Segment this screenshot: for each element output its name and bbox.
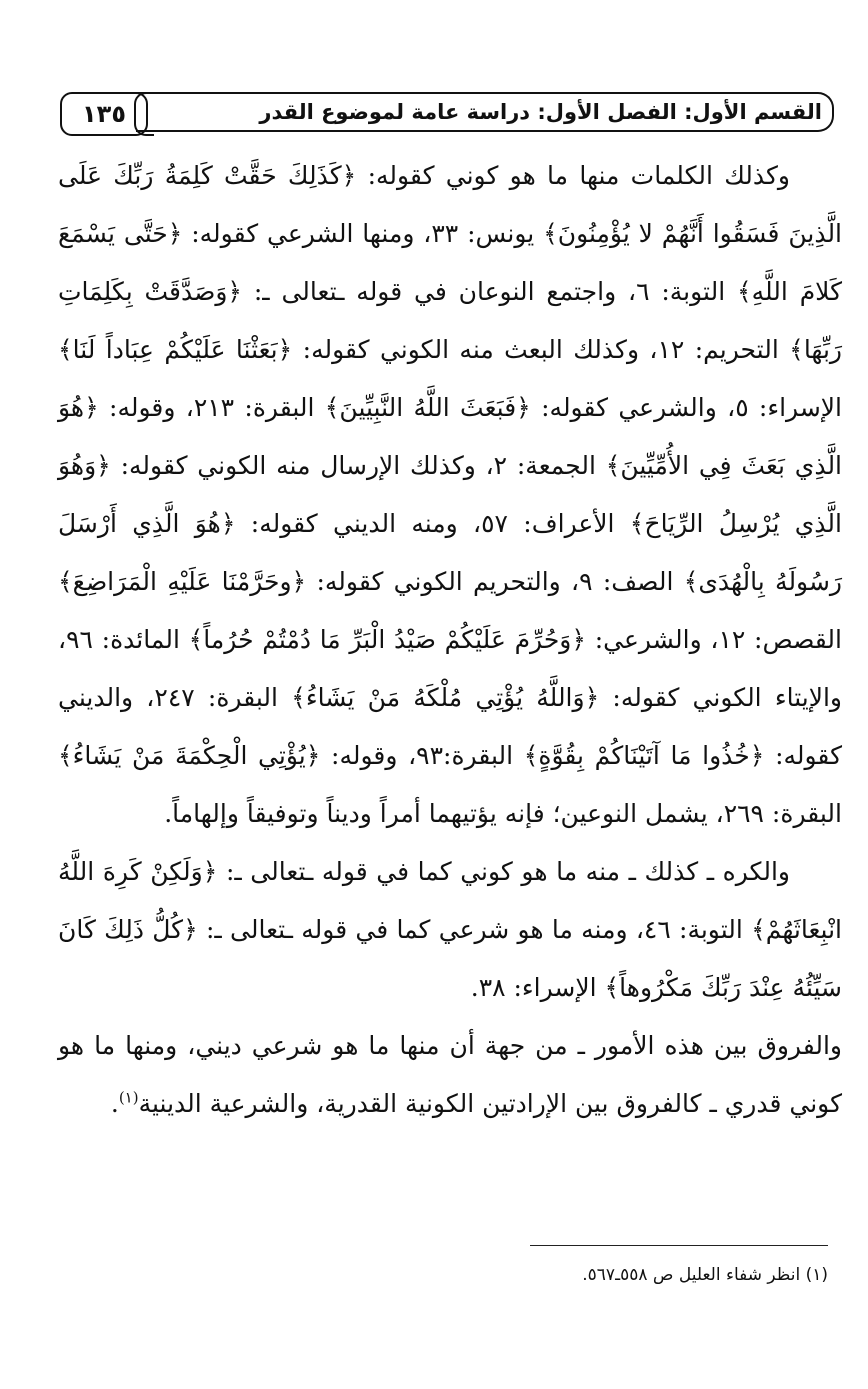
page-number: ١٣٥ — [60, 92, 148, 136]
paragraph-dislike: والكره ـ كذلك ـ منه ما هو كوني كما في قوله ـتعالى ـ: ﴿وَلَكِنْ كَرِهَ اللَّهُ انْبِعَاثَهُمْ﴾ التوبة: ٤٦، ومنه ما هو شرعي كما في قوله ـتعالى ـ: ﴿كُلُّ ذَلِكَ كَانَ سَيِّئُهُ عِنْدَ رَبِّكَ مَكْرُوهاً﴾ الإسراء: ٣٨. — [58, 857, 842, 1002]
footnote: (١) انظر شفاء العليل ص ٥٥٨ـ٥٦٧. — [582, 1265, 828, 1285]
running-title: القسم الأول: الفصل الأول: دراسة عامة لموضوع القدر — [136, 92, 834, 132]
running-header — [60, 92, 838, 138]
footnote-divider — [530, 1245, 828, 1246]
paragraph-words: وكذلك الكلمات منها ما هو كوني كقوله: ﴿كَذَلِكَ حَقَّتْ كَلِمَةُ رَبِّكَ عَلَى الَّذِينَ فَسَقُوا أَنَّهُمْ لا يُؤْمِنُونَ﴾ يونس: ٣٣، ومنها الشرعي كقوله: ﴿حَتَّى يَسْمَعَ كَلامَ اللَّهِ﴾ التوبة: ٦، واجتمع النوعان في قوله ـتعالى ـ: ﴿وَصَدَّقَتْ بِكَلِمَاتِ رَبِّهَا﴾ التحريم: ١٢، وكذلك البعث منه الكوني كقوله: ﴿بَعَثْنَا عَلَيْكُمْ عِبَاداً لَنَا﴾ الإسراء: ٥، والشرعي كقوله: ﴿فَبَعَثَ اللَّهُ النَّبِيِّينَ﴾ البقرة: ٢١٣، وقوله: ﴿هُوَ الَّذِي بَعَثَ فِي الأُمِّيِّينَ﴾ الجمعة: ٢، وكذلك الإرسال منه الكوني كقوله: ﴿وَهُوَ الَّذِي يُرْسِلُ الرِّيَاحَ﴾ الأعراف: ٥٧، ومنه الديني كقوله: ﴿هُوَ الَّذِي أَرْسَلَ رَسُولَهُ بِالْهُدَى﴾ الصف: ٩، والتحريم الكوني كقوله: ﴿وحَرَّمْنَا عَلَيْهِ الْمَرَاضِعَ﴾ القصص: ١٢، والشرعي: ﴿وَحُرِّمَ عَلَيْكُمْ صَيْدُ الْبَرِّ مَا دُمْتُمْ حُرُماً﴾ المائدة: ٩٦، والإيتاء الكوني كقوله: ﴿وَاللَّهُ يُؤْتِي مُلْكَهُ مَنْ يَشَاءُ﴾ البقرة: ٢٤٧، والديني كقوله: ﴿خُذُوا مَا آتَيْنَاكُمْ بِقُوَّةٍ﴾ البقرة:٩٣، وقوله: ﴿يُؤْتِي الْحِكْمَةَ مَنْ يَشَاءُ﴾ البقرة: ٢٦٩، يشمل النوعين؛ فإنه يؤتيهما أمراً وديناً وتوفيقاً وإلهاماً. — [58, 161, 843, 828]
paragraph-differences-text: والفروق بين هذه الأمور ـ من جهة أن منها ما هو شرعي ديني، ومنها ما هو كوني قدري ـ كالفروق بين الإرادتين الكونية القدرية، والشرعية الدينية — [58, 1031, 842, 1118]
main-text — [58, 147, 842, 1133]
final-period: . — [110, 1089, 119, 1118]
paragraph-differences — [58, 1017, 842, 1133]
footnote-reference: (١) — [118, 1088, 139, 1107]
